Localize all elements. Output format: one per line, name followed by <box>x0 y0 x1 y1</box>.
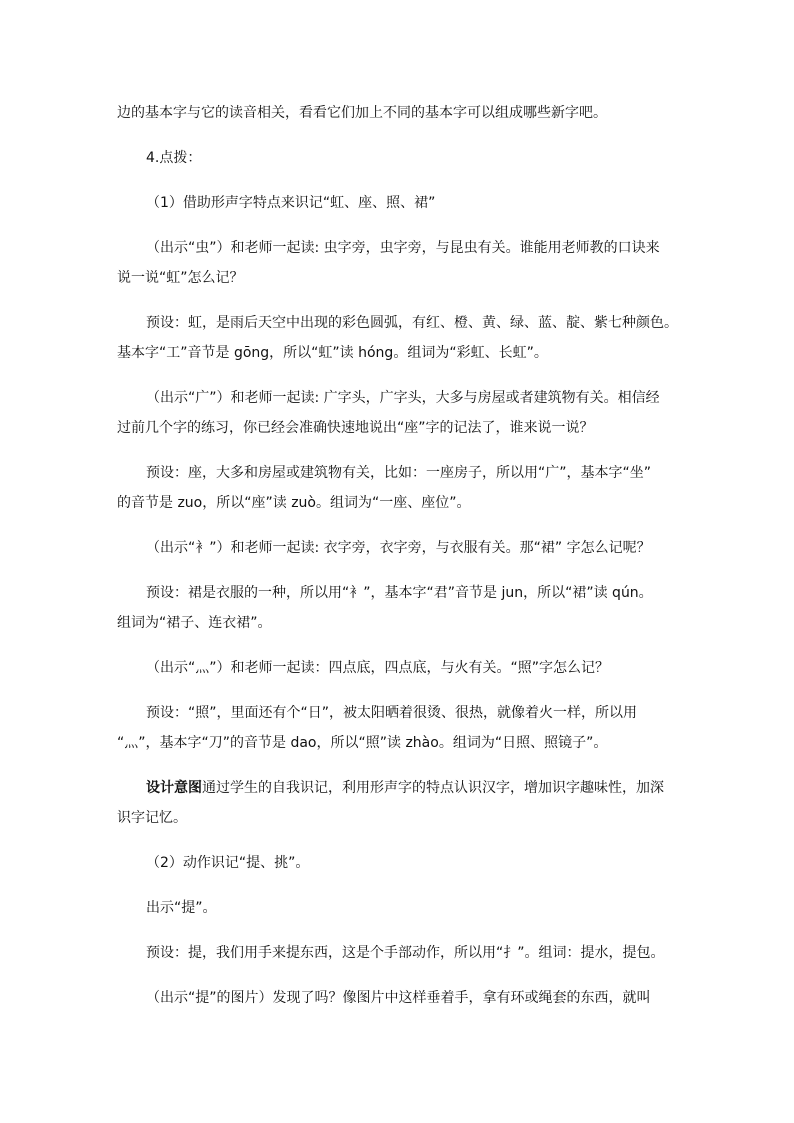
text-line-8: （出示“广”）和老师一起读: 广字头，广字头，大多与房屋或者建筑物有关。相信经 <box>146 390 660 406</box>
subheading-1: （1）借助形声字特点来识记“虹、座、照、裙” <box>146 195 436 211</box>
text-line-22: 预设：提，我们用手来提东西，这是个手部动作，所以用“扌”。组词：提水，提包。 <box>146 945 665 961</box>
text-line-16: 预设：“照”，里面还有个“日”，被太阳晒着很烫、很热，就像着火一样，所以用 <box>146 705 638 721</box>
text-line-4: （出示“虫”）和老师一起读: 虫字旁，虫字旁，与昆虫有关。谁能用老师教的口诀来 <box>146 240 660 256</box>
text-line-21: 出示“提”。 <box>146 900 217 916</box>
text-line-23: （出示“提”的图片）发现了吗？像图片中这样垂着手，拿有环或绳套的东西，就叫 <box>146 990 651 1006</box>
text-line-17: “灬”，基本字“刀”的音节是 dao，所以“照”读 zhào。组词为“日照、照镜子”。 <box>117 735 608 751</box>
text-line-13: 预设：裙是衣服的一种，所以用“衤”，基本字“君”音节是 jun，所以“裙”读 qún。 <box>146 585 653 601</box>
text-line-15: （出示“灬”）和老师一起读：四点底，四点底，与火有关。“照”字怎么记？ <box>146 660 610 676</box>
text-line-10: 预设：座，大多和房屋或建筑物有关，比如：一座房子，所以用“广”，基本字“坐” <box>146 465 652 481</box>
text-line-7: 基本字“工”音节是 gōng，所以“虹”读 hóng。组词为“彩虹、长虹”。 <box>117 345 548 361</box>
subheading-2: （2）动作识记“提、挑”。 <box>146 855 310 871</box>
design-intent-label: 设计意图 <box>146 780 202 796</box>
text-line-12: （出示“衤”）和老师一起读: 衣字旁，衣字旁，与衣服有关。那“裙” 字怎么记呢？ <box>146 540 651 556</box>
design-intent-text: 通过学生的自我识记，利用形声字的特点认识汉字，增加识字趣味性，加深 <box>202 780 664 796</box>
text-line-14: 组词为“裙子、连衣裙”。 <box>117 615 272 631</box>
design-intent-line <box>146 778 664 798</box>
text-line-11: 的音节是 zuo，所以“座”读 zuò。组词为“一座、座位”。 <box>117 495 471 511</box>
section-heading-4: 4.点拨： <box>146 150 202 166</box>
text-line-9: 过前几个字的练习，你已经会准确快速地说出“座”字的记法了，谁来说一说？ <box>117 420 594 436</box>
text-line-19: 识字记忆。 <box>117 810 187 826</box>
text-line-1: 边的基本字与它的读音相关，看看它们加上不同的基本字可以组成哪些新字吧。 <box>117 105 607 121</box>
text-line-5: 说一说“虹”怎么记？ <box>117 270 244 286</box>
text-line-6: 预设：虹，是雨后天空中出现的彩色圆弧，有红、橙、黄、绿、蓝、靛、紫七种颜色。 <box>146 315 678 331</box>
